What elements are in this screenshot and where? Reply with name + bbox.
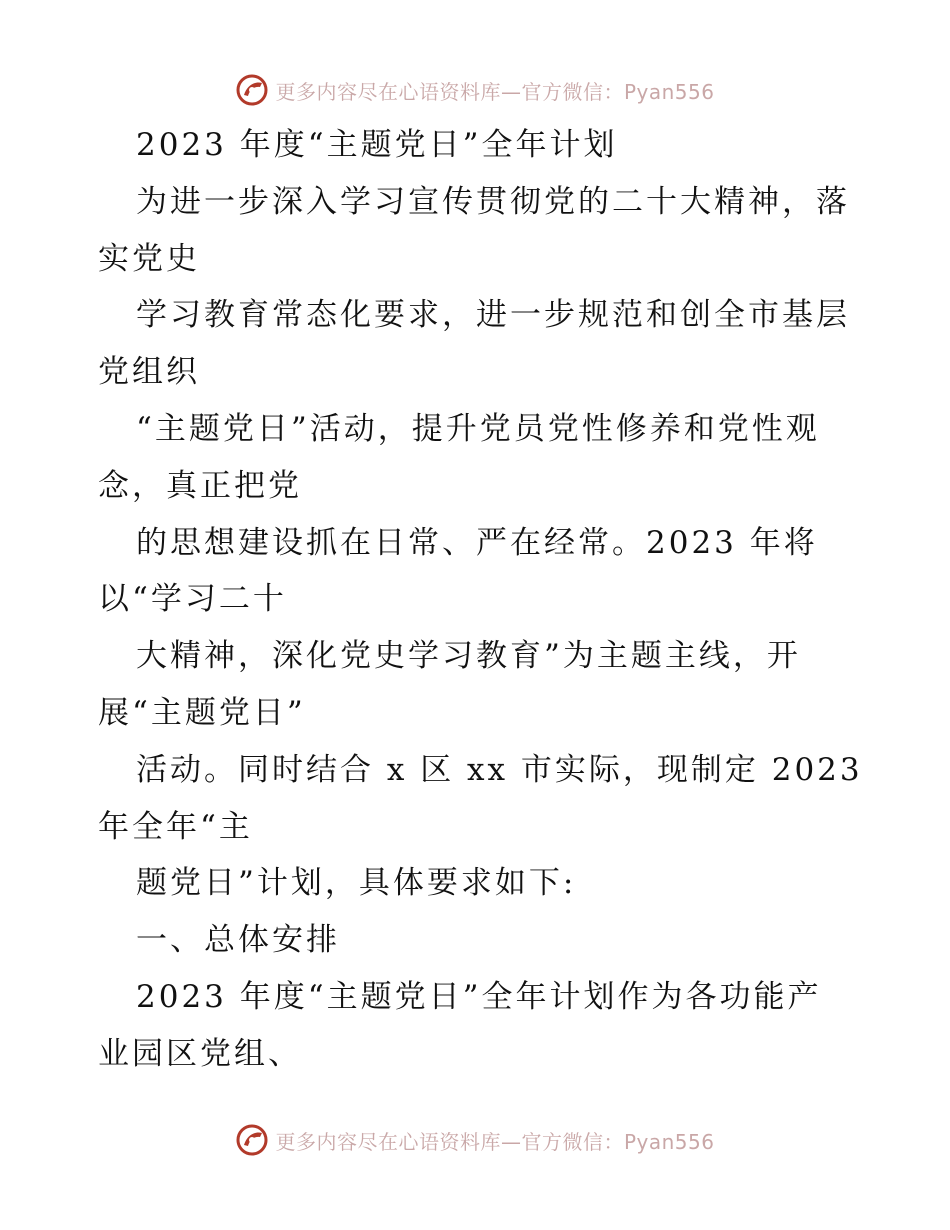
paragraph-line: 学习教育常态化要求，进一步规范和创全市基层 <box>136 297 850 334</box>
section-heading: 一、总体安排 <box>136 922 340 959</box>
paragraph-line: 题党日”计划，具体要求如下: <box>136 865 577 902</box>
paragraph-line: 以“学习二十 <box>98 581 287 618</box>
document-body <box>98 117 863 1083</box>
paragraph-line: 展“主题党日” <box>98 694 306 731</box>
paragraph-line: 年全年“主 <box>98 808 253 845</box>
paragraph-line: 念，真正把党 <box>98 467 302 504</box>
document-title: 2023 年度“主题党日”全年计划 <box>136 127 618 163</box>
paragraph-line: 大精神，深化党史学习教育”为主题主线，开 <box>136 638 801 675</box>
watermark-header <box>0 70 950 110</box>
paragraph-line: 业园区党组、 <box>98 1035 302 1072</box>
paragraph-line: 实党史 <box>98 240 200 277</box>
watermark-text: 更多内容尽在心语资料库—官方微信：Pyan556 <box>275 1129 715 1154</box>
paragraph-line: 党组织 <box>98 354 200 391</box>
paragraph-line: 活动。同时结合 x 区 xx 市实际，现制定 2023 <box>136 751 863 788</box>
paragraph-line: “主题党日”活动，提升党员党性修养和党性观 <box>136 410 820 447</box>
paragraph-line: 为进一步深入学习宣传贯彻党的二十大精神，落 <box>136 183 850 220</box>
watermark-footer <box>0 1120 950 1160</box>
brand-logo-icon <box>235 1123 269 1157</box>
watermark-text: 更多内容尽在心语资料库—官方微信：Pyan556 <box>275 79 715 104</box>
paragraph-line: 2023 年度“主题党日”全年计划作为各功能产 <box>136 978 822 1015</box>
paragraph-line: 的思想建设抓在日常、严在经常。2023 年将 <box>136 524 818 561</box>
brand-logo-icon <box>235 73 269 107</box>
